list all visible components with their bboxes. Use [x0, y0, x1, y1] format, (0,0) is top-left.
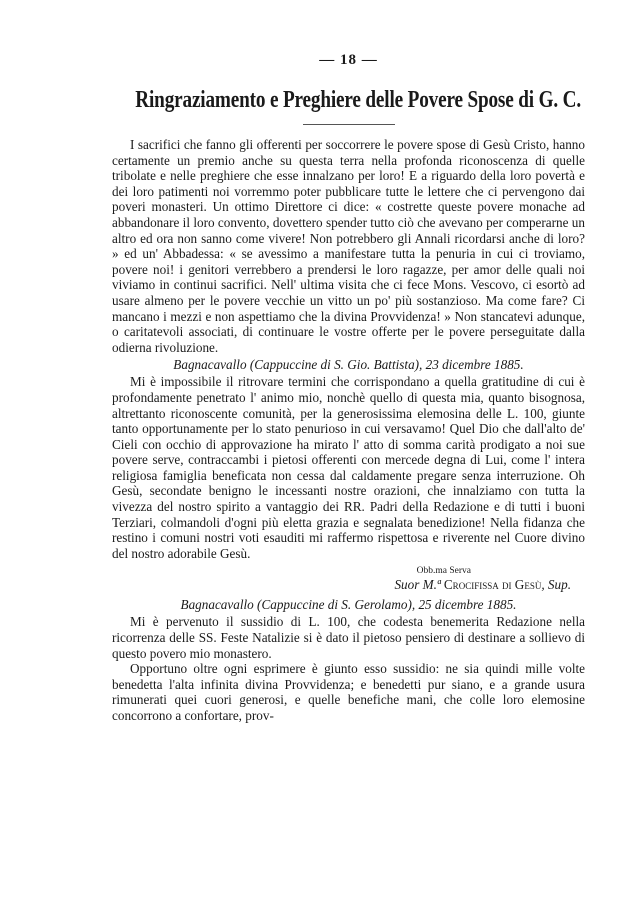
signature-suffix: , Sup. — [541, 577, 571, 593]
signature-salutation: Obb.ma Serva — [416, 566, 471, 577]
page-number: — 18 — — [319, 52, 378, 68]
title-divider — [303, 124, 395, 125]
signature-prefix: Suor M.ª — [394, 577, 444, 593]
signature-name: Crocifissa di Gesù — [443, 577, 542, 593]
paragraph-letter-2a: Mi è pervenuto il sussidio di L. 100, che codesta benemerita Redazione nella ricorrenza delle SS. Feste Natalizie si è dato il pietoso pensiero di destinare a sollievo di questo povero mio monastero. — [112, 614, 585, 661]
dateline-letter-1: Bagnacavallo (Cappuccine di S. Gio. Battista), 23 dicembre 1885. — [173, 357, 524, 373]
paragraph-letter-2b: Opportuno oltre ogni esprimere è giunto esso sussidio: ne sia quindi mille volte benedetta l'alta infinita divina Provvidenza; e benedetti pur siano, e a grande usura rimunerati quei cuori generosi, e quelle benefiche mani, che colle loro elemosine concorrono a confortare, prov- — [112, 661, 585, 723]
page-title: Ringraziamento e Preghiere delle Povere Spose di G. C. — [135, 87, 581, 113]
signature-line — [112, 577, 585, 593]
paragraph-intro: I sacrifici che fanno gli offerenti per soccorrere le povere spose di Gesù Cristo, hanno certamente un premio anche su questa terra nella profonda riconoscenza di quelle tribolate e nelle preghiere che esse innalzano per loro! E a riguardo della loro povertà e dei loro patimenti noi vorremmo poter pubblicare tutte le lettere che ci pervengono dai poveri monasteri. Un ottimo Direttore ci dice: « costrette queste povere monache ad abbandonare il loro convento, dovettero spender tutto ciò che avevano per comperarne un altro ed ora non sanno come vivere! Non potrebbero gli Annali ricordarsi anche di loro? » ed un' Abbadessa: « se avessimo a manifestare tutta la penuria in cui ci troviamo, povere noi! i genitori verrebbero a prendersi le loro ragazze, per amor delle quali noi viviamo in continui sacrifici. Nell' ultima visita che ci fece Mons. Vescovo, ci esortò ad usare almeno per le povere vecchie un vitto un po' più sostanzioso. Ma come fare? Ci mancano i mezzi e non aspettiamo che la divina Provvidenza! » Non stancatevi adunque, o caritatevoli associati, di continuare le vostre offerte per le povere perseguitate dalla odierna rivoluzione. — [112, 137, 585, 355]
paragraph-letter-1: Mi è impossibile il ritrovare termini che corrispondano a quella gratitudine di cui è profondamente penetrato l' animo mio, nonchè quello di questa mia, quanto bisognosa, altrettanto riconoscente comunità, per la generosissima elemosina delle L. 100, giunte tanto opportunamente per lo stato penurioso in cui versavamo! Quel Dio che dall'alto de' Cieli con occhio di approvazione ha mirato l' atto di somma carità prodigato a noi sue povere serve, contraccambi i pietosi offerenti con mercede degna di Lui, come l' intera religiosa famiglia beneficata non cessa dal caldamente pregare senza interruzione. Oh Gesù, secondate benigno le incessanti nostre orazioni, che innalziamo con tutta la vivezza del nostro spirito a vantaggio dei RR. Padri della Redazione e di tutti i buoni Terziari, colmandoli d'ogni più eletta grazia e segnalata benedizione! Nella fidanza che restino i comuni nostri voti esauditi mi raffermo rispettosa e riverente nel Cuore divino del nostro adorabile Gesù. — [112, 374, 585, 561]
dateline-letter-2: Bagnacavallo (Cappuccine di S. Gerolamo), 25 dicembre 1885. — [180, 597, 517, 613]
